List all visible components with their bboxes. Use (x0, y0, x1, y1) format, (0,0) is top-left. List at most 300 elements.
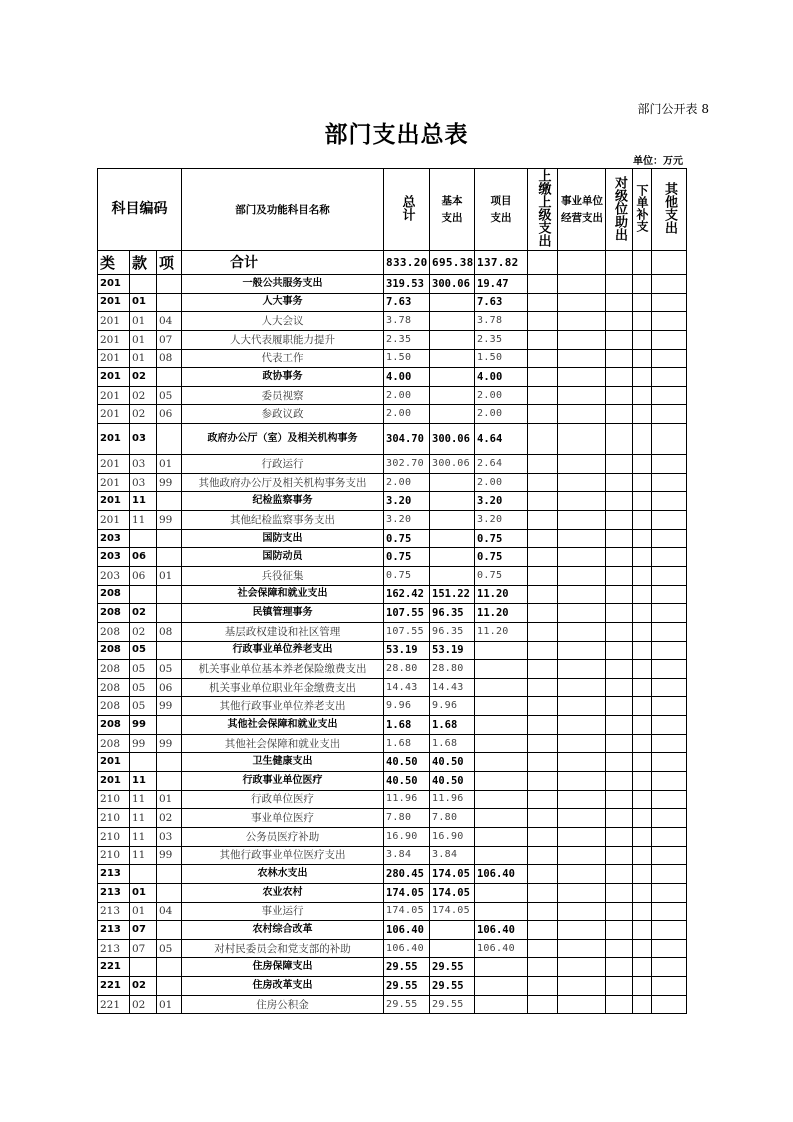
page-title: 部门支出总表 (324, 122, 469, 148)
value-enterprise (558, 865, 606, 884)
value-subsidy (606, 716, 633, 735)
item-name: 公务员医疗补助 (182, 827, 384, 846)
value-other (652, 349, 687, 368)
code-kuan: 11 (130, 772, 157, 791)
value-subsidy (606, 566, 633, 585)
value-enterprise (558, 548, 606, 567)
code-kuan: 05 (130, 697, 157, 716)
code-kuan: 01 (130, 293, 157, 312)
value-basic: 53.19 (430, 641, 475, 660)
item-name: 对村民委员会和党支部的补助 (182, 939, 384, 958)
code-xiang (157, 753, 182, 772)
code-xiang: 08 (157, 349, 182, 368)
value-other (652, 293, 687, 312)
code-lei: 213 (98, 939, 130, 958)
value-subsidy (606, 349, 633, 368)
value-subsidy (606, 275, 633, 294)
value-total: 29.55 (384, 977, 430, 996)
item-name: 委员视察 (182, 386, 384, 405)
value-enterprise (558, 585, 606, 604)
value-other (652, 330, 687, 349)
table-row (98, 386, 687, 405)
value-upper (528, 473, 558, 492)
value-basic (430, 312, 475, 331)
table-row (98, 641, 687, 660)
table-row (98, 846, 687, 865)
value-upper (528, 622, 558, 641)
item-name: 机关事业单位职业年金缴费支出 (182, 678, 384, 697)
value-upper (528, 678, 558, 697)
code-xiang (157, 958, 182, 977)
value-other (652, 585, 687, 604)
value-total: 2.35 (384, 330, 430, 349)
value-basic: 28.80 (430, 660, 475, 679)
value-basic: 9.96 (430, 697, 475, 716)
value-upper (528, 660, 558, 679)
item-name: 行政事业单位医疗 (182, 772, 384, 791)
code-kuan: 06 (130, 548, 157, 567)
value-lower (633, 566, 652, 585)
unit-label: 单位：万元 (633, 156, 683, 167)
value-project: 2.00 (475, 473, 528, 492)
value-subsidy (606, 312, 633, 331)
value-subsidy (606, 921, 633, 940)
code-kuan: 03 (130, 473, 157, 492)
value-subsidy (606, 585, 633, 604)
value-other (652, 772, 687, 791)
value-project (475, 995, 528, 1014)
table-body (98, 275, 687, 1014)
item-name: 事业运行 (182, 902, 384, 921)
value-total: 162.42 (384, 585, 430, 604)
value-other (652, 473, 687, 492)
value-lower (633, 734, 652, 753)
code-lei: 201 (98, 455, 130, 474)
value-other (652, 753, 687, 772)
total-label: 合计 (182, 251, 384, 275)
value-project (475, 827, 528, 846)
value-upper (528, 939, 558, 958)
value-project (475, 883, 528, 902)
value-subsidy (606, 604, 633, 623)
value-upper (528, 604, 558, 623)
value-subsidy (606, 958, 633, 977)
code-lei: 201 (98, 424, 130, 455)
value-basic (430, 330, 475, 349)
value-other (652, 790, 687, 809)
code-xiang (157, 293, 182, 312)
value-total: 174.05 (384, 883, 430, 902)
code-kuan (130, 529, 157, 548)
value-basic: 300.06 (430, 455, 475, 474)
value-other (652, 455, 687, 474)
value-total: 319.53 (384, 275, 430, 294)
code-xiang: 04 (157, 902, 182, 921)
value-enterprise (558, 405, 606, 424)
col-header-xiang: 项 (157, 251, 182, 275)
value-basic (430, 368, 475, 387)
table-row (98, 939, 687, 958)
value-total: 107.55 (384, 622, 430, 641)
value-total: 280.45 (384, 865, 430, 884)
value-subsidy (606, 293, 633, 312)
value-upper (528, 716, 558, 735)
value-lower (633, 678, 652, 697)
value-lower (633, 312, 652, 331)
item-name: 社会保障和就业支出 (182, 585, 384, 604)
value-lower (633, 349, 652, 368)
code-lei: 221 (98, 958, 130, 977)
value-upper (528, 902, 558, 921)
value-enterprise (558, 566, 606, 585)
value-total: 3.78 (384, 312, 430, 331)
value-upper (528, 529, 558, 548)
value-project: 3.20 (475, 511, 528, 530)
item-name: 人大代表履职能力提升 (182, 330, 384, 349)
value-basic (430, 386, 475, 405)
value-basic: 174.05 (430, 883, 475, 902)
table-row (98, 622, 687, 641)
value-other (652, 622, 687, 641)
code-xiang: 01 (157, 790, 182, 809)
table-row (98, 585, 687, 604)
value-total: 0.75 (384, 566, 430, 585)
code-kuan: 05 (130, 678, 157, 697)
item-name: 其他社会保障和就业支出 (182, 734, 384, 753)
col-header-lower: 下单补支 (633, 169, 652, 251)
value-subsidy (606, 734, 633, 753)
value-enterprise (558, 827, 606, 846)
value-lower (633, 865, 652, 884)
code-kuan: 01 (130, 349, 157, 368)
value-enterprise (558, 511, 606, 530)
code-xiang (157, 865, 182, 884)
value-enterprise (558, 883, 606, 902)
value-subsidy (606, 641, 633, 660)
code-kuan: 01 (130, 312, 157, 331)
table-row (98, 660, 687, 679)
value-total: 2.00 (384, 386, 430, 405)
code-xiang: 06 (157, 678, 182, 697)
value-lower (633, 492, 652, 511)
code-kuan: 99 (130, 716, 157, 735)
value-other (652, 424, 687, 455)
value-subsidy (606, 405, 633, 424)
value-project: 7.63 (475, 293, 528, 312)
item-name: 农业农村 (182, 883, 384, 902)
value-basic: 29.55 (430, 995, 475, 1014)
value-lower (633, 809, 652, 828)
value-lower (633, 846, 652, 865)
value-basic (430, 293, 475, 312)
value-lower (633, 473, 652, 492)
code-lei: 201 (98, 386, 130, 405)
col-header-lei: 类 (98, 251, 130, 275)
value-total: 16.90 (384, 827, 430, 846)
code-xiang (157, 716, 182, 735)
value-project: 1.50 (475, 349, 528, 368)
code-xiang (157, 529, 182, 548)
value-project: 0.75 (475, 548, 528, 567)
value-enterprise (558, 312, 606, 331)
code-xiang: 04 (157, 312, 182, 331)
code-lei: 213 (98, 865, 130, 884)
value-other (652, 678, 687, 697)
value-basic: 40.50 (430, 753, 475, 772)
value-project: 11.20 (475, 585, 528, 604)
table-row (98, 958, 687, 977)
code-xiang (157, 977, 182, 996)
value-enterprise (558, 386, 606, 405)
value-upper (528, 883, 558, 902)
value-other (652, 921, 687, 940)
value-enterprise (558, 492, 606, 511)
value-upper (528, 386, 558, 405)
value-total: 2.00 (384, 405, 430, 424)
value-project (475, 716, 528, 735)
value-lower (633, 275, 652, 294)
value-project (475, 902, 528, 921)
value-lower (633, 368, 652, 387)
value-enterprise (558, 995, 606, 1014)
value-enterprise (558, 293, 606, 312)
table-row (98, 349, 687, 368)
value-project (475, 753, 528, 772)
code-kuan: 02 (130, 386, 157, 405)
value-lower (633, 827, 652, 846)
code-kuan: 02 (130, 405, 157, 424)
value-enterprise (558, 529, 606, 548)
value-subsidy (606, 865, 633, 884)
value-subsidy (606, 678, 633, 697)
value-basic: 1.68 (430, 716, 475, 735)
code-xiang (157, 883, 182, 902)
value-enterprise (558, 846, 606, 865)
value-other (652, 846, 687, 865)
table-row (98, 566, 687, 585)
value-total: 7.63 (384, 293, 430, 312)
value-project: 2.64 (475, 455, 528, 474)
code-xiang (157, 641, 182, 660)
item-name: 民镇管理事务 (182, 604, 384, 623)
item-name: 住房保障支出 (182, 958, 384, 977)
value-lower (633, 405, 652, 424)
item-name: 其他政府办公厅及相关机构事务支出 (182, 473, 384, 492)
total-project: 137.82 (475, 251, 528, 275)
value-project: 3.20 (475, 492, 528, 511)
code-kuan: 07 (130, 939, 157, 958)
value-enterprise (558, 958, 606, 977)
code-xiang (157, 424, 182, 455)
value-total: 304.70 (384, 424, 430, 455)
code-xiang: 05 (157, 386, 182, 405)
item-name: 农林水支出 (182, 865, 384, 884)
value-enterprise (558, 902, 606, 921)
value-total: 302.70 (384, 455, 430, 474)
value-upper (528, 772, 558, 791)
value-basic: 1.68 (430, 734, 475, 753)
value-enterprise (558, 716, 606, 735)
code-lei: 201 (98, 349, 130, 368)
code-xiang: 05 (157, 660, 182, 679)
code-kuan: 01 (130, 883, 157, 902)
code-lei: 208 (98, 734, 130, 753)
value-project (475, 772, 528, 791)
value-lower (633, 921, 652, 940)
item-name: 纪检监察事务 (182, 492, 384, 511)
code-lei: 201 (98, 293, 130, 312)
value-basic: 151.22 (430, 585, 475, 604)
value-subsidy (606, 939, 633, 958)
value-subsidy (606, 492, 633, 511)
code-xiang: 01 (157, 455, 182, 474)
item-name: 其他行政事业单位医疗支出 (182, 846, 384, 865)
value-subsidy (606, 455, 633, 474)
value-project: 2.00 (475, 405, 528, 424)
value-upper (528, 548, 558, 567)
value-subsidy (606, 511, 633, 530)
value-project: 3.78 (475, 312, 528, 331)
value-lower (633, 455, 652, 474)
value-lower (633, 604, 652, 623)
code-kuan (130, 585, 157, 604)
value-total: 29.55 (384, 958, 430, 977)
value-total: 0.75 (384, 548, 430, 567)
code-lei: 201 (98, 753, 130, 772)
item-name: 一般公共服务支出 (182, 275, 384, 294)
value-project: 4.64 (475, 424, 528, 455)
code-kuan: 01 (130, 902, 157, 921)
value-subsidy (606, 330, 633, 349)
code-lei: 208 (98, 697, 130, 716)
code-xiang: 99 (157, 846, 182, 865)
table-row (98, 473, 687, 492)
value-upper (528, 921, 558, 940)
value-lower (633, 293, 652, 312)
code-xiang: 01 (157, 566, 182, 585)
value-subsidy (606, 977, 633, 996)
code-kuan: 02 (130, 977, 157, 996)
table-row (98, 716, 687, 735)
total-row (98, 251, 687, 275)
value-basic (430, 548, 475, 567)
value-other (652, 734, 687, 753)
value-upper (528, 753, 558, 772)
value-project: 11.20 (475, 622, 528, 641)
code-lei: 210 (98, 809, 130, 828)
code-kuan: 02 (130, 995, 157, 1014)
value-upper (528, 492, 558, 511)
code-xiang: 99 (157, 473, 182, 492)
code-kuan (130, 753, 157, 772)
code-lei: 210 (98, 827, 130, 846)
value-enterprise (558, 977, 606, 996)
value-subsidy (606, 883, 633, 902)
value-upper (528, 827, 558, 846)
value-subsidy (606, 697, 633, 716)
value-project (475, 846, 528, 865)
value-project (475, 790, 528, 809)
code-kuan: 06 (130, 566, 157, 585)
code-lei: 213 (98, 902, 130, 921)
value-other (652, 386, 687, 405)
code-xiang: 07 (157, 330, 182, 349)
value-lower (633, 753, 652, 772)
value-basic: 11.96 (430, 790, 475, 809)
value-lower (633, 585, 652, 604)
table-row (98, 455, 687, 474)
table-row (98, 753, 687, 772)
code-lei: 201 (98, 492, 130, 511)
code-kuan (130, 865, 157, 884)
value-enterprise (558, 368, 606, 387)
col-header-upper: 上缴上级支出 (528, 169, 558, 251)
value-upper (528, 995, 558, 1014)
table-row (98, 995, 687, 1014)
table-row (98, 883, 687, 902)
value-enterprise (558, 697, 606, 716)
value-total: 9.96 (384, 697, 430, 716)
item-name: 住房公积金 (182, 995, 384, 1014)
value-subsidy (606, 548, 633, 567)
value-upper (528, 846, 558, 865)
code-lei: 213 (98, 921, 130, 940)
table-row (98, 548, 687, 567)
total-basic: 695.38 (430, 251, 475, 275)
value-enterprise (558, 330, 606, 349)
value-enterprise (558, 809, 606, 828)
item-name: 其他行政事业单位养老支出 (182, 697, 384, 716)
code-xiang (157, 368, 182, 387)
value-project (475, 641, 528, 660)
table-row (98, 678, 687, 697)
col-header-project: 项目支出 (475, 169, 528, 251)
code-kuan: 03 (130, 455, 157, 474)
code-lei: 208 (98, 585, 130, 604)
value-total: 106.40 (384, 921, 430, 940)
code-kuan: 02 (130, 604, 157, 623)
value-other (652, 548, 687, 567)
value-upper (528, 405, 558, 424)
document-code: 部门公开表 8 (637, 102, 709, 116)
code-xiang (157, 921, 182, 940)
code-xiang: 03 (157, 827, 182, 846)
code-lei: 201 (98, 405, 130, 424)
item-name: 人大事务 (182, 293, 384, 312)
value-basic: 29.55 (430, 977, 475, 996)
table-row (98, 827, 687, 846)
code-lei: 210 (98, 846, 130, 865)
value-subsidy (606, 790, 633, 809)
value-total: 2.00 (384, 473, 430, 492)
value-upper (528, 349, 558, 368)
value-other (652, 511, 687, 530)
item-name: 政协事务 (182, 368, 384, 387)
code-kuan (130, 958, 157, 977)
item-name: 卫生健康支出 (182, 753, 384, 772)
value-basic: 40.50 (430, 772, 475, 791)
value-other (652, 827, 687, 846)
value-basic: 96.35 (430, 604, 475, 623)
value-lower (633, 977, 652, 996)
value-other (652, 405, 687, 424)
code-lei: 213 (98, 883, 130, 902)
value-enterprise (558, 424, 606, 455)
value-upper (528, 641, 558, 660)
value-other (652, 604, 687, 623)
value-subsidy (606, 473, 633, 492)
value-upper (528, 424, 558, 455)
